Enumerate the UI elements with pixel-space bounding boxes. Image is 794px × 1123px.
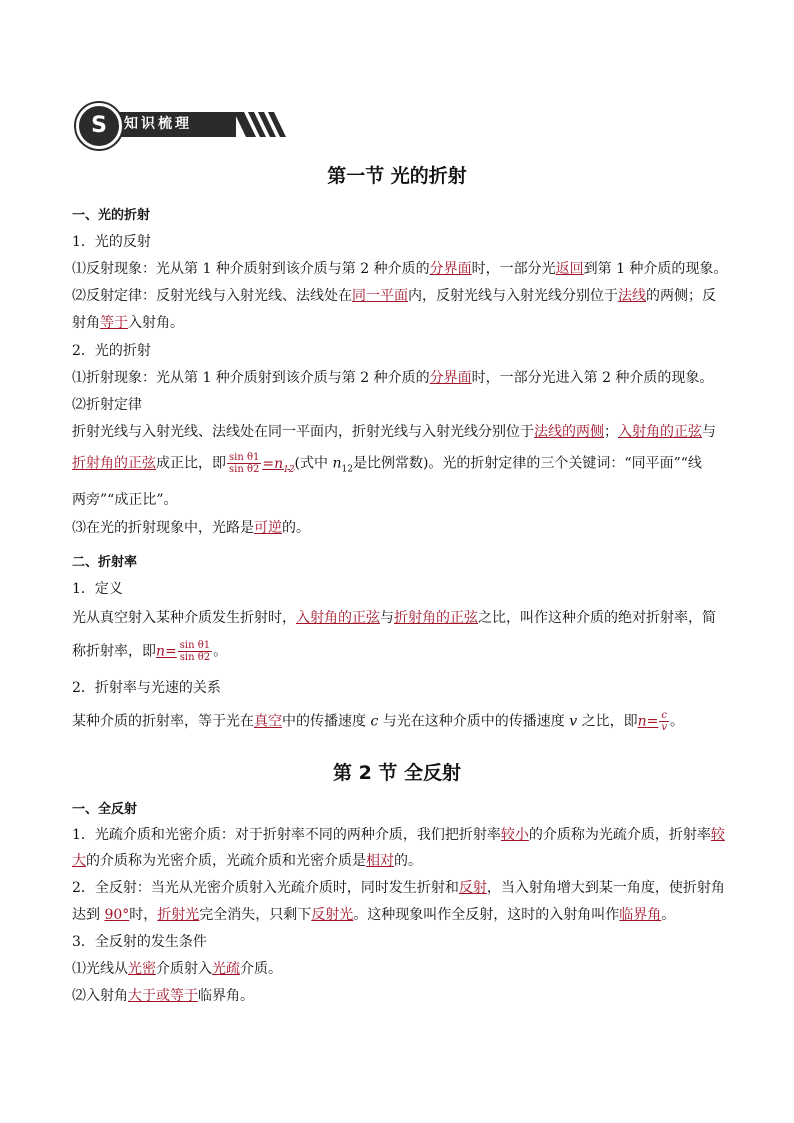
key-term: 反射	[458, 880, 487, 896]
paragraph-reflection-phenomenon	[72, 259, 727, 279]
text: 时，一部分光进入第 2 种介质的现象。	[471, 370, 714, 386]
text: 到第 1 种介质的现象。	[583, 261, 728, 277]
paragraph-keywords-cont: 两旁”“成正比”。	[72, 492, 178, 508]
fraction-denominator: sin θ2	[229, 464, 260, 475]
paragraph-reflection-law	[72, 286, 716, 306]
text: 2．全反射：当光从光密介质射入光疏介质时，同时发生折射和	[72, 880, 459, 896]
heading-refractive-index: 二、折射率	[72, 555, 138, 570]
index-fraction	[178, 640, 212, 663]
key-term: 返回	[555, 261, 584, 277]
paragraph-reflection-law-cont	[72, 313, 184, 333]
symbol: n	[156, 643, 166, 660]
key-term: 折射角的正弦	[72, 455, 156, 472]
paragraph-condition-2	[72, 986, 254, 1006]
subheading-refraction-law: ⑵折射定律	[72, 397, 142, 413]
text: (式中	[294, 455, 333, 472]
key-term: 入射角的正弦	[296, 610, 380, 626]
n-term	[638, 714, 659, 730]
text: 。	[670, 713, 684, 730]
text: 与	[380, 610, 394, 626]
text: 光从真空射入某种介质发生折射时，	[72, 610, 296, 626]
subscript: 12	[341, 464, 353, 475]
paragraph-snell-law	[72, 452, 702, 479]
paragraph-media	[72, 825, 725, 845]
fraction-numerator: sin θ1	[179, 640, 211, 651]
key-term: 等于	[100, 315, 128, 331]
key-term: 大于或等于	[128, 988, 198, 1004]
subheading-speed-relation: 2．折射率与光速的关系	[72, 680, 221, 696]
text: =	[165, 643, 177, 660]
key-term: 较	[710, 827, 725, 843]
fraction-numerator: c	[659, 710, 669, 722]
paragraph-definition	[72, 608, 716, 628]
text: ⑴光线从	[72, 961, 128, 977]
paragraph-total-reflection	[72, 878, 725, 898]
key-term: 相对	[366, 853, 394, 869]
subheading-definition: 1．定义	[72, 581, 123, 597]
paragraph-total-reflection-cont	[72, 905, 675, 925]
text: 时，一部分光	[471, 261, 556, 277]
text: 与	[702, 424, 716, 440]
banner-label: 知识梳理	[124, 116, 192, 132]
key-term: 分界面	[429, 370, 472, 386]
text: 中的传播速度	[282, 713, 371, 730]
paragraph-refraction-law	[72, 422, 716, 442]
text: ，当入射角增大到某一角度，使折射角	[486, 880, 725, 896]
text: ；	[604, 424, 618, 440]
key-term: 光密	[128, 961, 156, 977]
key-term: 临界角	[619, 907, 662, 923]
key-term: 同一平面	[352, 288, 408, 304]
n12-term	[262, 455, 295, 475]
text: 折射光线与入射光线、法线处在同一平面内，折射光线与入射光线分别位于	[72, 424, 534, 440]
subheading-reflection: 1．光的反射	[72, 234, 151, 250]
text: 内，反射光线与入射光线分别位于	[408, 288, 618, 304]
text: ⑶在光的折射现象中，光路是	[72, 520, 254, 536]
text: 与光在这种介质中的传播速度	[378, 713, 570, 730]
text: 。这种现象叫作全反射，这时的入射角叫作	[353, 907, 620, 923]
text: 。	[661, 907, 676, 923]
paragraph-speed-relation	[72, 710, 684, 733]
text: 之比，即	[577, 713, 638, 730]
text: 的介质称为光密介质，光疏介质和光密介质是	[86, 853, 366, 869]
subscript: 12	[283, 464, 295, 475]
paragraph-media-cont	[72, 851, 422, 871]
text: 之比，叫作这种介质的绝对折射率，简	[478, 610, 716, 626]
paragraph-definition-formula	[72, 640, 227, 663]
symbol: c	[370, 713, 379, 730]
key-term: 法线	[618, 288, 646, 304]
text: =n	[262, 455, 284, 472]
banner-logo-icon: S	[76, 103, 122, 149]
fraction-denominator: sin θ2	[179, 652, 211, 663]
text: 达到	[72, 907, 105, 923]
text: 。	[213, 643, 228, 660]
n-term	[156, 644, 177, 660]
banner-stripes	[234, 112, 290, 137]
section-title-1: 第一节 光的折射	[327, 165, 467, 187]
text: 的两侧；反	[646, 288, 716, 304]
text: 称折射率，即	[72, 643, 156, 660]
text: 介质。	[240, 961, 282, 977]
text: 介质射入	[156, 961, 212, 977]
text: 临界角。	[198, 988, 254, 1004]
text: =	[646, 713, 659, 730]
key-term: 真空	[254, 713, 282, 730]
key-term: 折射光	[157, 907, 200, 923]
key-term: 折射角的正弦	[394, 610, 478, 626]
text: ⑵入射角	[72, 988, 128, 1004]
text: ⑴反射现象：光从第 1 种介质射到该介质与第 2 种介质的	[72, 261, 430, 277]
text: 时，	[129, 907, 158, 923]
symbol: n	[332, 455, 342, 472]
key-term: 入射角的正弦	[618, 424, 702, 440]
text: 的。	[394, 853, 422, 869]
text: 入射角。	[128, 315, 184, 331]
fraction-denominator: v	[661, 722, 667, 733]
text: 是比例常数)。光的折射定律的三个关键词：“同平面”“线	[352, 455, 702, 472]
text: 完全消失，只剩下	[199, 907, 312, 923]
text: 的。	[282, 520, 310, 536]
snell-fraction	[227, 452, 261, 475]
text: 某种介质的折射率，等于光在	[72, 713, 254, 730]
text: ⑴折射现象：光从第 1 种介质射到该介质与第 2 种介质的	[72, 370, 430, 386]
key-term: 分界面	[429, 261, 472, 277]
section-title-2: 第 2 节 全反射	[332, 762, 462, 784]
key-term: 90°	[104, 907, 130, 923]
paragraph-reversibility	[72, 518, 310, 538]
text: 的介质称为光疏介质，折射率	[528, 827, 711, 843]
paragraph-condition-1	[72, 959, 282, 979]
fraction-numerator: sin θ1	[229, 452, 260, 463]
subheading-conditions: 3．全反射的发生条件	[72, 934, 207, 950]
speed-fraction	[659, 710, 669, 733]
symbol: n	[637, 713, 647, 730]
text: 成正比，即	[156, 455, 226, 472]
key-term: 大	[72, 853, 86, 869]
heading-total-reflection: 一、全反射	[72, 802, 138, 817]
text: 1．光疏介质和光密介质：对于折射率不同的两种介质，我们把折射率	[72, 827, 501, 843]
paragraph-refraction-phenomenon	[72, 368, 713, 388]
heading-refraction: 一、光的折射	[72, 208, 151, 223]
symbol: v	[569, 713, 578, 730]
key-term: 反射光	[311, 907, 354, 923]
key-term: 可逆	[254, 520, 282, 536]
key-term: 光疏	[212, 961, 240, 977]
section-banner	[76, 101, 288, 145]
key-term: 法线的两侧	[534, 424, 604, 440]
key-term: 较小	[500, 827, 529, 843]
text: ⑵反射定律：反射光线与入射光线、法线处在	[72, 288, 352, 304]
text: 射角	[72, 315, 100, 331]
subheading-refraction: 2．光的折射	[72, 343, 151, 359]
